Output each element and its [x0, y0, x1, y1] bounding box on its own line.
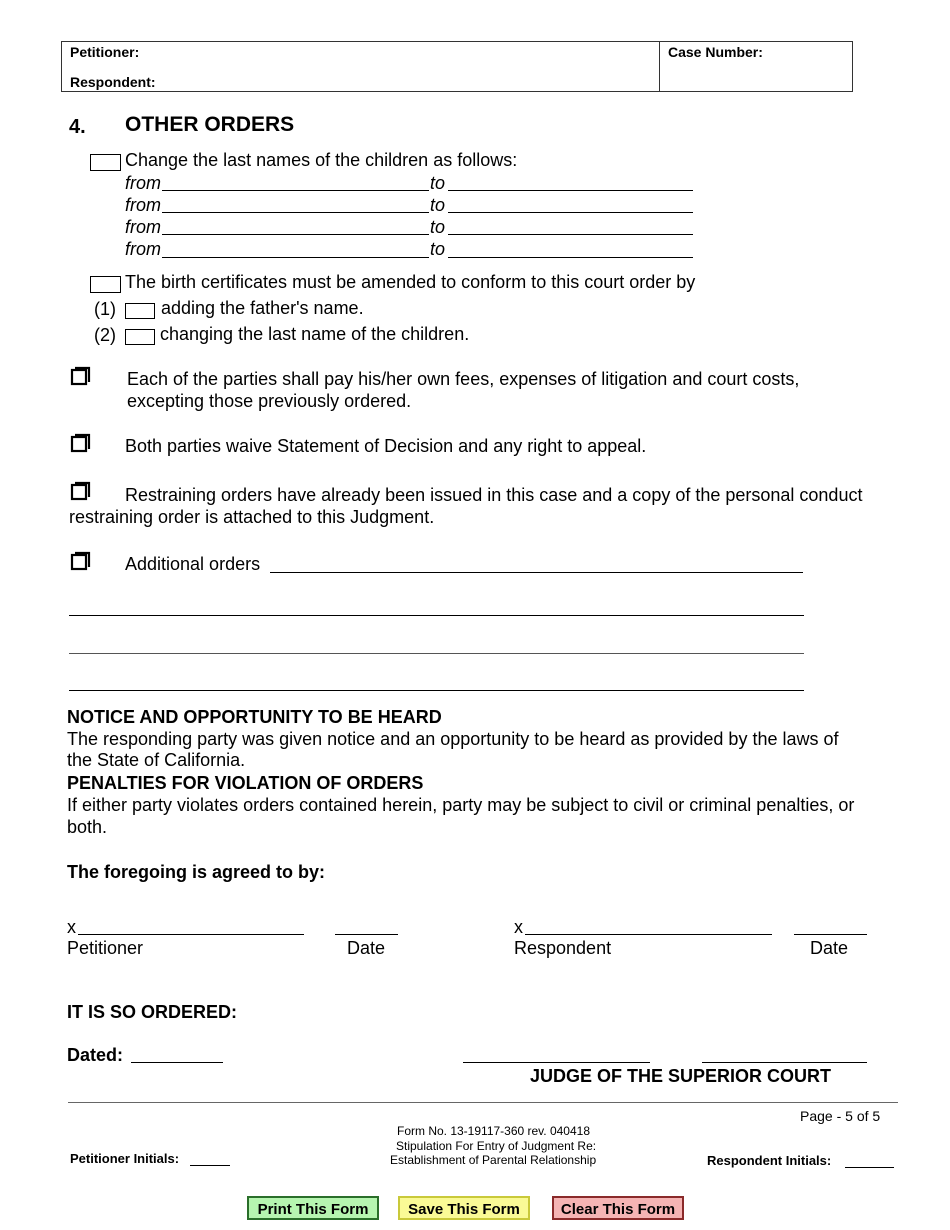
birth-cert-label: The birth certificates must be amended to conform to this court order by	[125, 272, 696, 292]
respondent-label: Respondent:	[70, 74, 156, 90]
notice-line-2: the State of California.	[67, 750, 246, 770]
respondent-date-label: Date	[810, 938, 849, 958]
additional-orders-checkbox[interactable]	[70, 551, 92, 573]
to-label: to	[430, 195, 446, 215]
penalties-heading: PENALTIES FOR VIOLATION OF ORDERS	[67, 773, 424, 793]
additional-orders-field[interactable]	[270, 572, 803, 573]
respondent-x: x	[514, 917, 523, 937]
petitioner-date-label: Date	[347, 938, 386, 958]
petitioner-signature-label: Petitioner	[67, 938, 144, 958]
from-field[interactable]	[162, 257, 429, 258]
from-label: from	[125, 239, 161, 259]
to-field[interactable]	[448, 190, 693, 191]
form-number: Form No. 13-19117-360 rev. 040418	[397, 1124, 591, 1138]
form-title-1: Stipulation For Entry of Judgment Re:	[396, 1139, 597, 1153]
caption-box	[61, 41, 853, 92]
ordered-heading: IT IS SO ORDERED:	[67, 1002, 238, 1022]
respondent-signature-label: Respondent	[514, 938, 612, 958]
petitioner-x: x	[67, 917, 76, 937]
from-label: from	[125, 173, 161, 193]
option-1-label: adding the father's name.	[161, 298, 364, 318]
to-label: to	[430, 217, 446, 237]
petitioner-label: Petitioner:	[70, 44, 140, 60]
additional-orders-line[interactable]	[69, 653, 804, 654]
petitioner-signature-field[interactable]	[78, 934, 304, 935]
additional-orders-line[interactable]	[69, 615, 804, 616]
name-change-checkbox[interactable]	[90, 154, 121, 171]
fees-line-2: excepting those previously ordered.	[127, 391, 412, 411]
section-number: 4.	[69, 116, 86, 138]
from-field[interactable]	[162, 234, 429, 235]
section-title: OTHER ORDERS	[125, 113, 295, 136]
to-field[interactable]	[448, 234, 693, 235]
judge-label: JUDGE OF THE SUPERIOR COURT	[530, 1066, 832, 1086]
clear-form-button[interactable]: Clear This Form	[552, 1196, 684, 1220]
option-1-number: (1)	[94, 299, 116, 319]
option-2-number: (2)	[94, 325, 116, 345]
penalties-line-1: If either party violates orders contained herein, party may be subject to civil or criminal penalties, or	[67, 795, 855, 815]
waive-label: Both parties waive Statement of Decision and any right to appeal.	[125, 436, 647, 456]
restraining-checkbox[interactable]	[70, 481, 92, 503]
fees-line-1: Each of the parties shall pay his/her own fees, expenses of litigation and court costs,	[127, 369, 800, 389]
option-2-label: changing the last name of the children.	[160, 324, 470, 344]
respondent-date-field[interactable]	[794, 934, 867, 935]
from-field[interactable]	[162, 212, 429, 213]
print-form-button[interactable]: Print This Form	[247, 1196, 379, 1220]
page-number: Page - 5 of 5	[800, 1108, 881, 1124]
additional-orders-line[interactable]	[69, 690, 804, 691]
form-title-2: Establishment of Parental Relationship	[390, 1153, 597, 1167]
from-field[interactable]	[162, 190, 429, 191]
waive-checkbox[interactable]	[70, 433, 92, 455]
petitioner-date-field[interactable]	[335, 934, 398, 935]
notice-line-1: The responding party was given notice and an opportunity to be heard as provided by the laws of	[67, 729, 839, 749]
judge-signature-line-2[interactable]	[702, 1062, 867, 1063]
penalties-line-2: both.	[67, 817, 108, 837]
restraining-line-2: restraining order is attached to this Judgment.	[69, 507, 435, 527]
to-field[interactable]	[448, 212, 693, 213]
dated-label: Dated:	[67, 1045, 124, 1065]
additional-orders-label: Additional orders	[125, 554, 261, 574]
judge-signature-line[interactable]	[463, 1062, 650, 1063]
petitioner-initials-label: Petitioner Initials:	[70, 1151, 180, 1166]
from-label: from	[125, 195, 161, 215]
add-father-name-checkbox[interactable]	[125, 303, 155, 319]
from-label: from	[125, 217, 161, 237]
name-change-label: Change the last names of the children as follows:	[125, 150, 518, 170]
respondent-initials-field[interactable]	[845, 1167, 894, 1168]
caption-divider	[659, 42, 660, 91]
fees-checkbox[interactable]	[70, 366, 92, 388]
dated-field[interactable]	[131, 1062, 223, 1063]
to-field[interactable]	[448, 257, 693, 258]
respondent-initials-label: Respondent Initials:	[707, 1153, 832, 1168]
restraining-line-1: Restraining orders have already been issued in this case and a copy of the personal conduct	[125, 485, 863, 505]
to-label: to	[430, 239, 446, 259]
save-form-button[interactable]: Save This Form	[398, 1196, 530, 1220]
notice-heading: NOTICE AND OPPORTUNITY TO BE HEARD	[67, 707, 442, 727]
respondent-signature-field[interactable]	[525, 934, 772, 935]
footer-divider	[68, 1102, 898, 1103]
change-last-name-checkbox[interactable]	[125, 329, 155, 345]
agreement-heading: The foregoing is agreed to by:	[67, 862, 326, 882]
case-number-label: Case Number:	[668, 44, 763, 60]
to-label: to	[430, 173, 446, 193]
birth-cert-checkbox[interactable]	[90, 276, 121, 293]
petitioner-initials-field[interactable]	[190, 1165, 230, 1166]
